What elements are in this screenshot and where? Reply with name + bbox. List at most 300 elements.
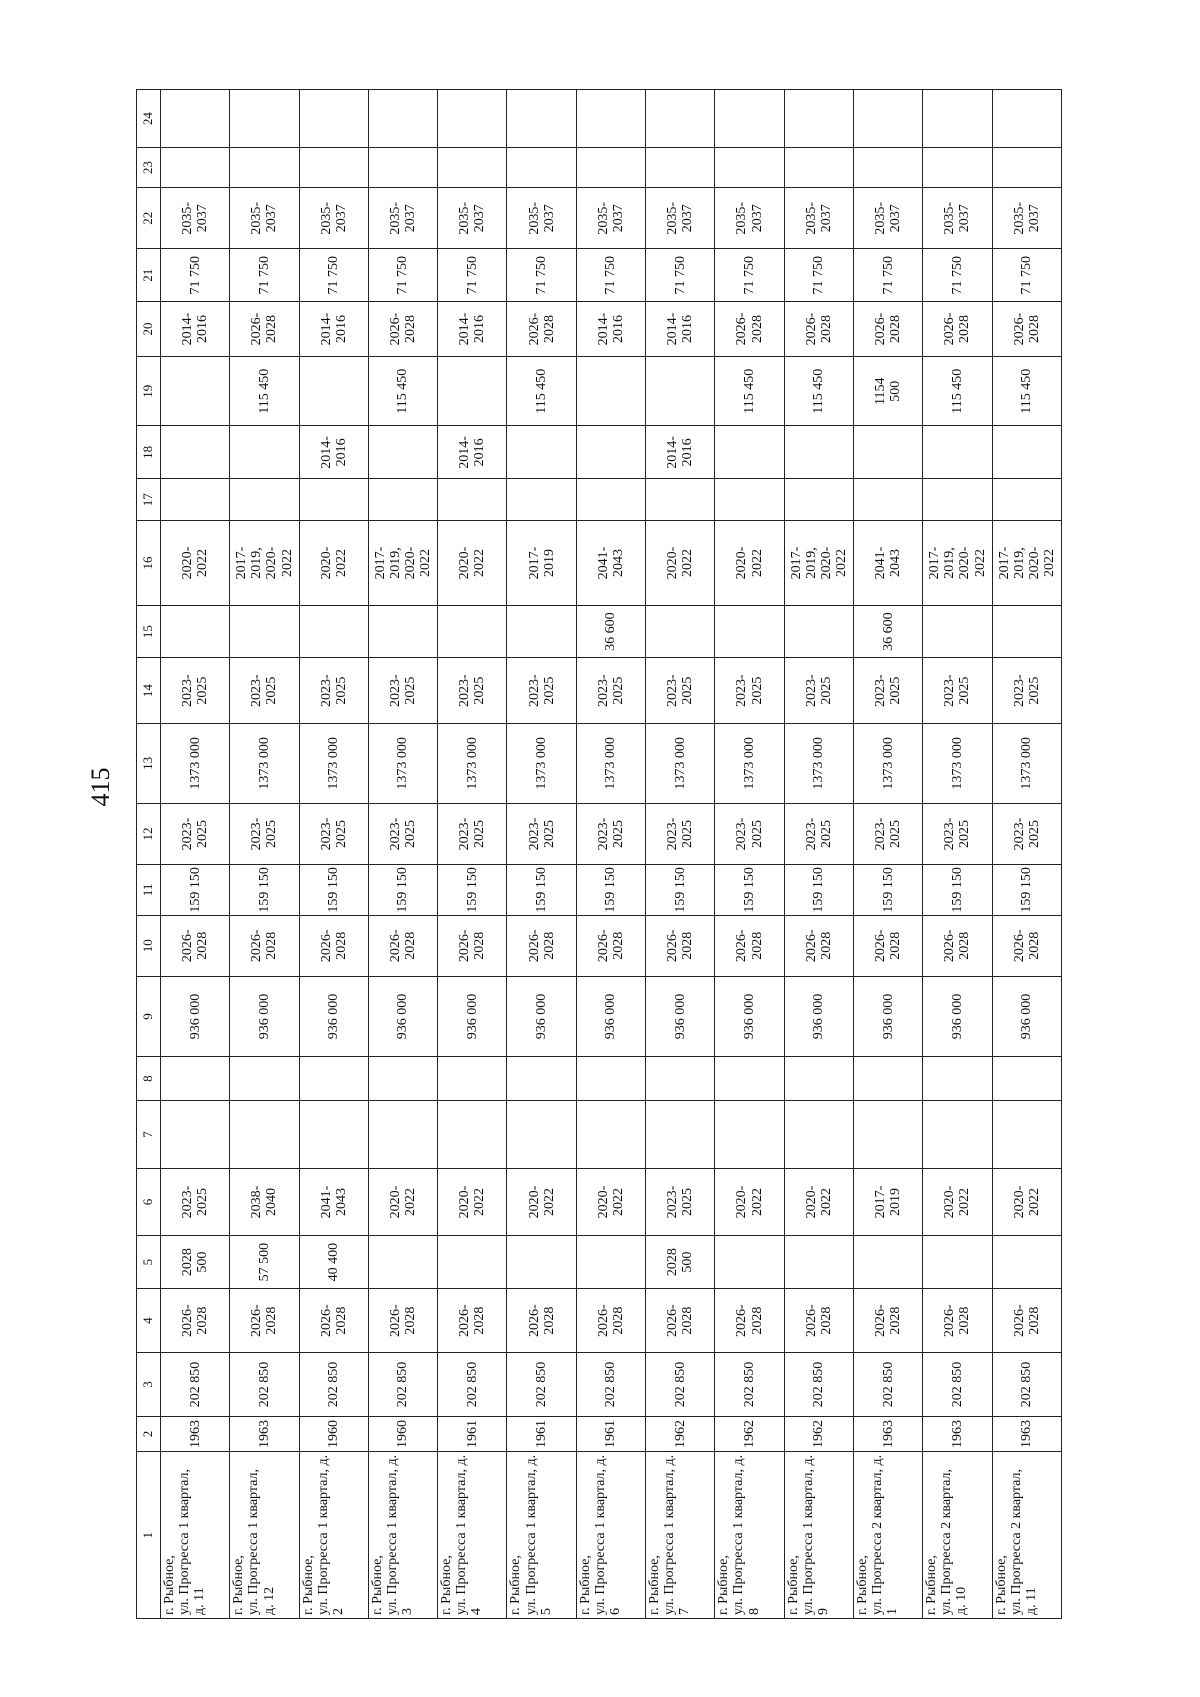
address-cell: г. Рыбное, ул. Прогресса 1 квартал, д. 8: [715, 1452, 784, 1619]
table-cell: [161, 90, 230, 148]
table-cell: 202 850: [438, 1353, 507, 1416]
table-cell: 2023- 2025: [576, 803, 645, 864]
table-cell: [161, 148, 230, 188]
table-cell: 2020- 2022: [368, 1168, 437, 1235]
table-cell: 2026- 2028: [161, 1288, 230, 1352]
table-cell: 2023- 2025: [299, 803, 368, 864]
column-header: 10: [137, 915, 161, 976]
table-cell: 1961: [576, 1416, 645, 1452]
table-cell: [230, 605, 299, 658]
table-cell: 2026- 2028: [299, 1288, 368, 1352]
table-cell: [368, 605, 437, 658]
table-cell: 2023- 2025: [923, 658, 992, 723]
column-header: 9: [137, 976, 161, 1056]
table-cell: 115 450: [715, 356, 784, 426]
table-cell: 2026- 2028: [507, 302, 576, 357]
address-cell: г. Рыбное, ул. Прогресса 1 квартал, д. 6: [576, 1452, 645, 1619]
table-cell: 2026- 2028: [368, 302, 437, 357]
table-cell: 2035- 2037: [923, 188, 992, 249]
table-cell: 2041- 2043: [576, 521, 645, 605]
table-cell: 2026- 2028: [576, 1288, 645, 1352]
table-cell: 1963: [853, 1416, 922, 1452]
table-cell: 2026- 2028: [992, 302, 1061, 357]
table-cell: 2026- 2028: [992, 1288, 1061, 1352]
table-cell: 2026- 2028: [576, 915, 645, 976]
table-cell: 159 150: [784, 865, 853, 916]
table-cell: 2023- 2025: [507, 803, 576, 864]
table-cell: 2041- 2043: [853, 521, 922, 605]
table-cell: [368, 479, 437, 521]
table-cell: [368, 90, 437, 148]
table-cell: [576, 1236, 645, 1289]
address-cell: г. Рыбное, ул. Прогресса 1 квартал, д. 5: [507, 1452, 576, 1619]
table-cell: 1373 000: [230, 723, 299, 803]
table-cell: 2023- 2025: [784, 658, 853, 723]
table-cell: [507, 479, 576, 521]
table-cell: [368, 148, 437, 188]
table-cell: 2014- 2016: [299, 302, 368, 357]
table-cell: [853, 479, 922, 521]
table-cell: 1961: [438, 1416, 507, 1452]
table-cell: 2014- 2016: [646, 426, 715, 479]
table-cell: 2023- 2025: [576, 658, 645, 723]
table-cell: 2026- 2028: [715, 1288, 784, 1352]
table-cell: [368, 426, 437, 479]
table-cell: 2023- 2025: [161, 1168, 230, 1235]
table-cell: [507, 1101, 576, 1168]
column-header: 13: [137, 723, 161, 803]
table-cell: 115 450: [507, 356, 576, 426]
table-cell: 2035- 2037: [507, 188, 576, 249]
table-cell: [853, 1236, 922, 1289]
table-cell: 2014- 2016: [646, 302, 715, 357]
table-cell: [992, 90, 1061, 148]
table-cell: 2026- 2028: [715, 915, 784, 976]
table-cell: [992, 426, 1061, 479]
table-cell: [784, 605, 853, 658]
table-cell: 1373 000: [784, 723, 853, 803]
table-cell: 1963: [923, 1416, 992, 1452]
table-cell: 2026- 2028: [992, 915, 1061, 976]
table-cell: 2026- 2028: [923, 302, 992, 357]
table-cell: [992, 1236, 1061, 1289]
table-cell: 2026- 2028: [784, 302, 853, 357]
table-cell: 1962: [715, 1416, 784, 1452]
table-cell: 2035- 2037: [230, 188, 299, 249]
table-cell: 2023- 2025: [853, 803, 922, 864]
table-cell: 1962: [646, 1416, 715, 1452]
table-cell: [438, 1057, 507, 1101]
table-cell: [438, 479, 507, 521]
data-table: [136, 89, 1062, 1619]
table-cell: 1961: [507, 1416, 576, 1452]
table-cell: 1373 000: [438, 723, 507, 803]
table-cell: 36 600: [576, 605, 645, 658]
table-cell: 2035- 2037: [784, 188, 853, 249]
table-row: [646, 90, 715, 1619]
table-cell: [646, 605, 715, 658]
table-cell: 2020- 2022: [507, 1168, 576, 1235]
table-cell: [784, 148, 853, 188]
table-cell: [576, 90, 645, 148]
table-cell: [368, 1057, 437, 1101]
table-cell: [230, 479, 299, 521]
table-cell: 2014- 2016: [299, 426, 368, 479]
table-cell: 40 400: [299, 1236, 368, 1289]
table-cell: [576, 148, 645, 188]
address-cell: г. Рыбное, ул. Прогресса 2 квартал, д. 11: [992, 1452, 1061, 1619]
table-cell: 936 000: [923, 976, 992, 1056]
table-cell: 202 850: [161, 1353, 230, 1416]
table-cell: [992, 1101, 1061, 1168]
table-cell: [646, 1101, 715, 1168]
table-cell: 71 750: [161, 249, 230, 302]
table-cell: 2020- 2022: [576, 1168, 645, 1235]
column-header: 2: [137, 1416, 161, 1452]
table-cell: 202 850: [784, 1353, 853, 1416]
table-cell: 1962: [784, 1416, 853, 1452]
table-cell: [923, 148, 992, 188]
table-cell: 159 150: [923, 865, 992, 916]
table-cell: [853, 90, 922, 148]
table-cell: 1963: [230, 1416, 299, 1452]
table-cell: 71 750: [230, 249, 299, 302]
table-cell: 2014- 2016: [576, 302, 645, 357]
table-cell: 1373 000: [576, 723, 645, 803]
table-cell: 2026- 2028: [507, 915, 576, 976]
table-cell: [715, 148, 784, 188]
table-cell: [715, 90, 784, 148]
table-cell: [646, 90, 715, 148]
table-cell: 936 000: [299, 976, 368, 1056]
address-cell: г. Рыбное, ул. Прогресса 1 квартал, д. 3: [368, 1452, 437, 1619]
address-cell: г. Рыбное, ул. Прогресса 1 квартал, д. 4: [438, 1452, 507, 1619]
address-cell: г. Рыбное, ул. Прогресса 1 квартал, д. 7: [646, 1452, 715, 1619]
table-cell: 936 000: [230, 976, 299, 1056]
table-cell: 2035- 2037: [853, 188, 922, 249]
table-cell: [715, 1057, 784, 1101]
table-cell: [230, 148, 299, 188]
table-cell: 71 750: [507, 249, 576, 302]
table-cell: [507, 1057, 576, 1101]
table-cell: 2023- 2025: [784, 803, 853, 864]
table-cell: [784, 426, 853, 479]
table-cell: [646, 479, 715, 521]
table-cell: 71 750: [923, 249, 992, 302]
table-cell: 2017- 2019: [853, 1168, 922, 1235]
table-cell: 115 450: [784, 356, 853, 426]
column-header: 17: [137, 479, 161, 521]
table-cell: 2023- 2025: [507, 658, 576, 723]
table-cell: 936 000: [368, 976, 437, 1056]
table-cell: 2028 500: [646, 1236, 715, 1289]
table-cell: 2023- 2025: [230, 658, 299, 723]
table-cell: 2026- 2028: [853, 915, 922, 976]
table-cell: 2017- 2019: [507, 521, 576, 605]
table-cell: [923, 1101, 992, 1168]
table-cell: 71 750: [715, 249, 784, 302]
table-cell: 2023- 2025: [438, 803, 507, 864]
table-cell: [368, 1236, 437, 1289]
table-cell: [923, 90, 992, 148]
table-cell: 936 000: [438, 976, 507, 1056]
table-cell: 2026- 2028: [923, 915, 992, 976]
table-cell: [784, 1236, 853, 1289]
table-cell: 159 150: [161, 865, 230, 916]
table-cell: [161, 1057, 230, 1101]
table-cell: 71 750: [368, 249, 437, 302]
table-cell: 2023- 2025: [646, 803, 715, 864]
page-number: 415: [86, 767, 115, 807]
table-cell: [161, 479, 230, 521]
table-cell: 2020- 2022: [646, 521, 715, 605]
table-row: [161, 90, 230, 1619]
table-cell: 71 750: [646, 249, 715, 302]
table-cell: 159 150: [853, 865, 922, 916]
table-cell: 2035- 2037: [299, 188, 368, 249]
table-cell: [299, 1057, 368, 1101]
column-header: 6: [137, 1168, 161, 1235]
table-cell: 2026- 2028: [784, 915, 853, 976]
table-cell: [230, 426, 299, 479]
table-cell: [715, 1101, 784, 1168]
table-cell: 1373 000: [299, 723, 368, 803]
table-cell: 2035- 2037: [576, 188, 645, 249]
table-cell: 2026- 2028: [438, 915, 507, 976]
table-cell: [576, 479, 645, 521]
column-header: 14: [137, 658, 161, 723]
table-cell: [923, 1057, 992, 1101]
table-row: [784, 90, 853, 1619]
column-header: 3: [137, 1353, 161, 1416]
table-cell: 115 450: [230, 356, 299, 426]
address-cell: г. Рыбное, ул. Прогресса 1 квартал, д. 2: [299, 1452, 368, 1619]
address-cell: г. Рыбное, ул. Прогресса 2 квартал, д. 1: [853, 1452, 922, 1619]
table-cell: [715, 479, 784, 521]
table-cell: [646, 356, 715, 426]
table-cell: 202 850: [853, 1353, 922, 1416]
table-cell: 2026- 2028: [784, 1288, 853, 1352]
table-cell: 115 450: [923, 356, 992, 426]
table-cell: 936 000: [646, 976, 715, 1056]
table-cell: 2026- 2028: [438, 1288, 507, 1352]
table-cell: 1963: [992, 1416, 1061, 1452]
table-cell: 2014- 2016: [438, 302, 507, 357]
table-cell: 1963: [161, 1416, 230, 1452]
table-cell: 202 850: [576, 1353, 645, 1416]
table-cell: [646, 148, 715, 188]
table-row: [438, 90, 507, 1619]
table-cell: 936 000: [507, 976, 576, 1056]
table-cell: 2023- 2025: [161, 803, 230, 864]
table-cell: 2020- 2022: [784, 1168, 853, 1235]
table-cell: [507, 1236, 576, 1289]
table-cell: [784, 1101, 853, 1168]
table-cell: [576, 1101, 645, 1168]
table-cell: 2023- 2025: [715, 803, 784, 864]
table-cell: [853, 148, 922, 188]
table-cell: [507, 605, 576, 658]
table-cell: 2035- 2037: [646, 188, 715, 249]
table-cell: 2023- 2025: [299, 658, 368, 723]
table-cell: [923, 479, 992, 521]
column-header: 20: [137, 302, 161, 357]
table-cell: 2020- 2022: [299, 521, 368, 605]
table-cell: [438, 356, 507, 426]
table-cell: 2020- 2022: [923, 1168, 992, 1235]
table-cell: [230, 1101, 299, 1168]
table-cell: 2026- 2028: [507, 1288, 576, 1352]
table-cell: 2023- 2025: [368, 803, 437, 864]
table-cell: [576, 426, 645, 479]
table-cell: [646, 1057, 715, 1101]
column-header: 16: [137, 521, 161, 605]
table-cell: 159 150: [576, 865, 645, 916]
table-cell: 2035- 2037: [368, 188, 437, 249]
header-row: [137, 90, 161, 1619]
table-cell: [784, 479, 853, 521]
table-cell: [715, 1236, 784, 1289]
table-cell: [923, 605, 992, 658]
table-cell: 2026- 2028: [230, 302, 299, 357]
table-cell: 2026- 2028: [646, 1288, 715, 1352]
table-cell: 1373 000: [507, 723, 576, 803]
table-cell: 2023- 2025: [230, 803, 299, 864]
table-row: [507, 90, 576, 1619]
table-cell: 2023- 2025: [715, 658, 784, 723]
table-cell: 1373 000: [646, 723, 715, 803]
column-header: 24: [137, 90, 161, 148]
table-cell: 2041- 2043: [299, 1168, 368, 1235]
table-cell: 202 850: [646, 1353, 715, 1416]
table-cell: [438, 1101, 507, 1168]
table-cell: [992, 148, 1061, 188]
table-cell: 202 850: [715, 1353, 784, 1416]
table-cell: 36 600: [853, 605, 922, 658]
table-cell: 2023- 2025: [646, 1168, 715, 1235]
table-cell: 2026- 2028: [368, 915, 437, 976]
table-cell: 159 150: [715, 865, 784, 916]
table-cell: 71 750: [299, 249, 368, 302]
table-cell: [507, 426, 576, 479]
table-cell: [853, 426, 922, 479]
table-cell: [438, 90, 507, 148]
table-cell: [230, 1057, 299, 1101]
table-cell: 2026- 2028: [923, 1288, 992, 1352]
table-cell: 936 000: [715, 976, 784, 1056]
table-body: [161, 90, 1062, 1619]
table-row: [715, 90, 784, 1619]
table-cell: [507, 148, 576, 188]
table-cell: 202 850: [368, 1353, 437, 1416]
table-cell: 2017- 2019, 2020- 2022: [923, 521, 992, 605]
table-cell: 2023- 2025: [992, 803, 1061, 864]
table-cell: [923, 426, 992, 479]
table-cell: [230, 90, 299, 148]
table-cell: 2035- 2037: [992, 188, 1061, 249]
table-cell: 202 850: [507, 1353, 576, 1416]
table-cell: 2023- 2025: [368, 658, 437, 723]
table-cell: 2026- 2028: [853, 302, 922, 357]
table-cell: [438, 148, 507, 188]
table-cell: [715, 426, 784, 479]
table-cell: 71 750: [853, 249, 922, 302]
table-cell: 202 850: [992, 1353, 1061, 1416]
table-cell: 159 150: [992, 865, 1061, 916]
table-cell: 2020- 2022: [438, 521, 507, 605]
table-cell: 2014- 2016: [161, 302, 230, 357]
table-cell: 2023- 2025: [992, 658, 1061, 723]
table-cell: 2026- 2028: [715, 302, 784, 357]
table-cell: 71 750: [576, 249, 645, 302]
table-cell: 2026- 2028: [299, 915, 368, 976]
table-cell: [992, 479, 1061, 521]
table-cell: [715, 605, 784, 658]
table-row: [853, 90, 922, 1619]
table-cell: 2020- 2022: [161, 521, 230, 605]
table-cell: 159 150: [438, 865, 507, 916]
column-header: 22: [137, 188, 161, 249]
table-cell: 202 850: [923, 1353, 992, 1416]
table-cell: 2026- 2028: [161, 915, 230, 976]
table-cell: 159 150: [230, 865, 299, 916]
table-cell: 936 000: [576, 976, 645, 1056]
table-row: [992, 90, 1061, 1619]
table-cell: 159 150: [646, 865, 715, 916]
table-cell: [992, 1057, 1061, 1101]
table-cell: [161, 605, 230, 658]
table-cell: 202 850: [230, 1353, 299, 1416]
table-cell: 2017- 2019, 2020- 2022: [992, 521, 1061, 605]
table-cell: 2017- 2019, 2020- 2022: [784, 521, 853, 605]
table-row: [923, 90, 992, 1619]
table-cell: 2023- 2025: [161, 658, 230, 723]
table-cell: 2026- 2028: [230, 1288, 299, 1352]
table-cell: [992, 605, 1061, 658]
table-cell: 2020- 2022: [715, 521, 784, 605]
table-cell: [161, 1101, 230, 1168]
table-cell: 1373 000: [715, 723, 784, 803]
table-cell: 1154 500: [853, 356, 922, 426]
table-cell: 2017- 2019, 2020- 2022: [368, 521, 437, 605]
table-cell: [438, 1236, 507, 1289]
table-cell: [161, 356, 230, 426]
table-cell: 2035- 2037: [161, 188, 230, 249]
table-cell: [299, 356, 368, 426]
table-cell: 1373 000: [853, 723, 922, 803]
table-row: [299, 90, 368, 1619]
table-cell: 2026- 2028: [853, 1288, 922, 1352]
table-cell: 1373 000: [923, 723, 992, 803]
table-cell: 2026- 2028: [646, 915, 715, 976]
table-cell: 115 450: [992, 356, 1061, 426]
table-cell: [161, 426, 230, 479]
table-cell: 2026- 2028: [230, 915, 299, 976]
address-cell: г. Рыбное, ул. Прогресса 1 квартал, д. 11: [161, 1452, 230, 1619]
table-cell: 71 750: [992, 249, 1061, 302]
table-cell: 115 450: [368, 356, 437, 426]
table-cell: 2020- 2022: [992, 1168, 1061, 1235]
table-cell: 71 750: [784, 249, 853, 302]
table-cell: 936 000: [784, 976, 853, 1056]
column-header: 23: [137, 148, 161, 188]
table-cell: 159 150: [507, 865, 576, 916]
table-cell: 936 000: [161, 976, 230, 1056]
column-header: 8: [137, 1057, 161, 1101]
table-cell: 2035- 2037: [438, 188, 507, 249]
table-cell: 57 500: [230, 1236, 299, 1289]
table-cell: 1960: [299, 1416, 368, 1452]
